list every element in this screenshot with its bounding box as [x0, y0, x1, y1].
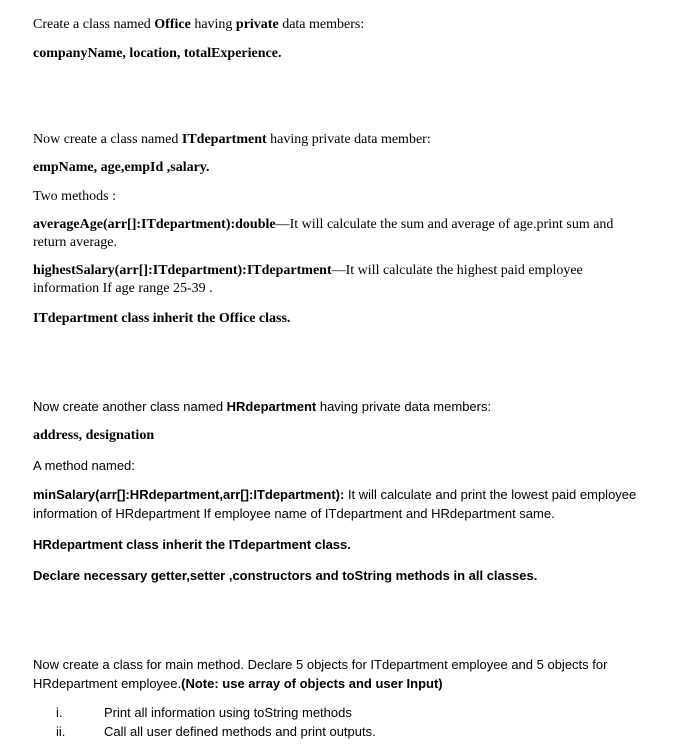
hrdept-inherit: HRdepartment class inherit the ITdepartment class. — [33, 537, 351, 552]
office-members: companyName, location, totalExperience. — [33, 46, 282, 61]
hrdept-method-label: A method named: — [33, 458, 135, 473]
hrdept-method-min-salary: minSalary(arr[]:HRdepartment,arr[]:ITdepartment): It will calculate and print the lowest paid employee information of HRdepartment If employee name of ITdepartment and HRdepartment same. — [33, 487, 637, 521]
office-intro: Create a class named Office having private data members: — [33, 17, 365, 32]
itdept-members: empName, age,empId ,salary. — [33, 160, 210, 175]
list-item-number: i. — [56, 705, 63, 720]
list-item-text: Print all information using toString methods — [104, 705, 352, 720]
hrdept-intro: Now create another class named HRdepartment having private data members: — [33, 399, 492, 414]
declare-note: Declare necessary getter,setter ,constructors and toString methods in all classes. — [33, 568, 538, 583]
main-instructions: Now create a class for main method. Declare 5 objects for ITdepartment employee and 5 objects for HRdepartment employee.(Note: use array of objects and user Input) — [33, 657, 608, 691]
hrdept-members: address, designation — [33, 428, 155, 443]
itdept-method-average-age: averageAge(arr[]:ITdepartment):double—It will calculate the sum and average of age.print sum and return average. — [33, 217, 614, 250]
list-item-number: ii. — [56, 724, 66, 739]
itdept-method-highest-salary: highestSalary(arr[]:ITdepartment):ITdepartment—It will calculate the highest paid employee information If age range 25-39 . — [33, 263, 583, 296]
itdept-inherit: ITdepartment class inherit the Office class. — [33, 311, 291, 326]
list-item-text: Call all user defined methods and print outputs. — [104, 724, 376, 739]
itdept-two-methods: Two methods : — [33, 189, 117, 204]
itdept-intro: Now create a class named ITdepartment having private data member: — [33, 132, 431, 147]
